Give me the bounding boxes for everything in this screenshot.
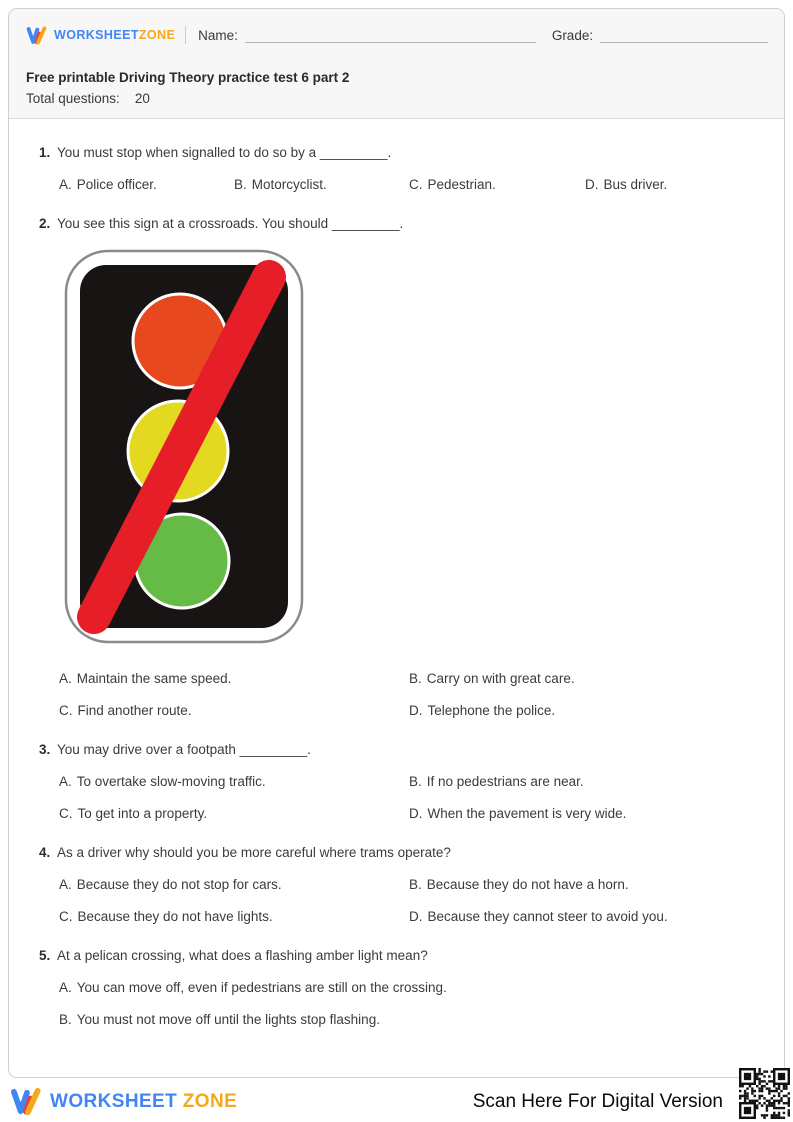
worksheet-title: Free printable Driving Theory practice test 6 part 2 — [26, 70, 350, 85]
option-text: Carry on with great care. — [426, 671, 575, 686]
total-questions-label: Total questions: — [26, 91, 120, 106]
option-letter: D. — [585, 177, 599, 192]
grade-label: Grade: — [551, 27, 594, 43]
option-c — [59, 701, 409, 720]
option-letter: D. — [409, 703, 423, 718]
brand-text — [54, 28, 175, 42]
option-a — [59, 875, 409, 894]
worksheetzone-logo — [26, 25, 175, 46]
option-b — [59, 1012, 380, 1027]
header-logo-row — [26, 22, 768, 48]
brand-word-worksheet: WORKSHEET — [54, 28, 139, 42]
option-letter: B. — [409, 774, 422, 789]
option-letter: A. — [59, 671, 72, 686]
footer-brand-text — [50, 1091, 237, 1113]
footer-worksheetzone-logo — [10, 1086, 237, 1117]
options-row — [59, 669, 764, 688]
option-letter: B. — [59, 1012, 72, 1027]
option-text: Motorcyclist. — [251, 177, 327, 192]
option-d — [409, 701, 764, 720]
question-number: 3. — [39, 742, 51, 757]
question-text-row — [39, 143, 764, 162]
footer-brand-word-zone: ZONE — [182, 1090, 238, 1112]
option-c — [59, 804, 409, 823]
option-b — [409, 875, 764, 894]
footer-brand-word-worksheet: WORKSHEET — [50, 1090, 178, 1112]
option-text: Because they do not have lights. — [77, 909, 273, 924]
options-row — [59, 772, 764, 791]
options-row — [59, 978, 764, 997]
option-text: Maintain the same speed. — [76, 671, 232, 686]
option-letter: B. — [409, 877, 422, 892]
worksheetzone-logo-icon — [26, 25, 48, 46]
option-text: To get into a property. — [77, 806, 208, 821]
option-a — [59, 772, 409, 791]
name-blank-line — [245, 28, 536, 43]
question-number: 2. — [39, 216, 51, 231]
question-4 — [39, 843, 764, 926]
name-label: Name: — [198, 27, 238, 43]
option-b — [409, 669, 764, 688]
header-divider — [185, 26, 186, 44]
option-text: Pedestrian. — [427, 177, 496, 192]
option-letter: A. — [59, 177, 72, 192]
question-2 — [39, 214, 764, 720]
option-text: Find another route. — [77, 703, 192, 718]
question-number: 4. — [39, 845, 51, 860]
question-text: You see this sign at a crossroads. You should _________. — [57, 216, 404, 231]
option-d — [409, 804, 764, 823]
option-text: When the pavement is very wide. — [427, 806, 627, 821]
option-a — [59, 669, 409, 688]
question-text-row — [39, 214, 764, 233]
option-letter: D. — [409, 909, 423, 924]
option-text: To overtake slow-moving traffic. — [76, 774, 266, 789]
option-letter: C. — [59, 909, 73, 924]
option-d — [409, 907, 764, 926]
question-3 — [39, 740, 764, 823]
question-text-row — [39, 740, 764, 759]
option-a — [59, 980, 447, 995]
options-row — [59, 875, 764, 894]
option-letter: C. — [59, 806, 73, 821]
footer-worksheetzone-logo-icon — [10, 1086, 43, 1117]
option-letter: B. — [409, 671, 422, 686]
grade-blank-line — [600, 28, 768, 43]
option-letter: D. — [409, 806, 423, 821]
total-questions-value: 20 — [134, 91, 150, 106]
options-row — [59, 175, 764, 194]
options-row — [59, 804, 764, 823]
total-questions — [26, 89, 768, 108]
options-row — [59, 1010, 764, 1029]
option-text: You must not move off until the lights stop flashing. — [76, 1012, 380, 1027]
page-footer — [8, 1086, 785, 1117]
question-5 — [39, 946, 764, 1029]
option-text: If no pedestrians are near. — [426, 774, 584, 789]
option-text: You can move off, even if pedestrians are still on the crossing. — [76, 980, 447, 995]
question-text-row — [39, 946, 764, 965]
question-text: At a pelican crossing, what does a flashing amber light mean? — [57, 948, 428, 963]
option-text: Because they do not have a horn. — [426, 877, 629, 892]
option-b — [234, 175, 409, 194]
option-letter: B. — [234, 177, 247, 192]
option-text: Because they cannot steer to avoid you. — [427, 909, 668, 924]
question-text: You must stop when signalled to do so by a _________. — [57, 145, 392, 160]
options-row — [59, 907, 764, 926]
questions-area — [9, 119, 784, 1029]
question-text-row — [39, 843, 764, 862]
question-number: 1. — [39, 145, 51, 160]
option-a — [59, 175, 234, 194]
option-b — [409, 772, 764, 791]
options-row — [59, 701, 764, 720]
scan-here-text: Scan Here For Digital Version — [472, 1090, 723, 1112]
option-letter: A. — [59, 774, 72, 789]
option-c — [59, 907, 409, 926]
worksheet-header — [9, 9, 784, 119]
option-text: Because they do not stop for cars. — [76, 877, 282, 892]
option-letter: A. — [59, 877, 72, 892]
no-traffic-lights-sign-image — [64, 249, 304, 644]
qr-code — [739, 1068, 790, 1119]
option-text: Bus driver. — [603, 177, 668, 192]
option-d — [585, 175, 764, 194]
question-text: You may drive over a footpath _________. — [57, 742, 311, 757]
brand-word-zone: ZONE — [138, 28, 176, 42]
option-letter: C. — [59, 703, 73, 718]
option-c — [409, 175, 585, 194]
option-letter: C. — [409, 177, 423, 192]
question-number: 5. — [39, 948, 51, 963]
option-letter: A. — [59, 980, 72, 995]
question-1 — [39, 143, 764, 194]
option-text: Telephone the police. — [427, 703, 556, 718]
no-traffic-lights-sign — [64, 249, 304, 644]
question-text: As a driver why should you be more careful where trams operate? — [57, 845, 451, 860]
worksheet-card — [8, 8, 785, 1078]
option-text: Police officer. — [76, 177, 157, 192]
